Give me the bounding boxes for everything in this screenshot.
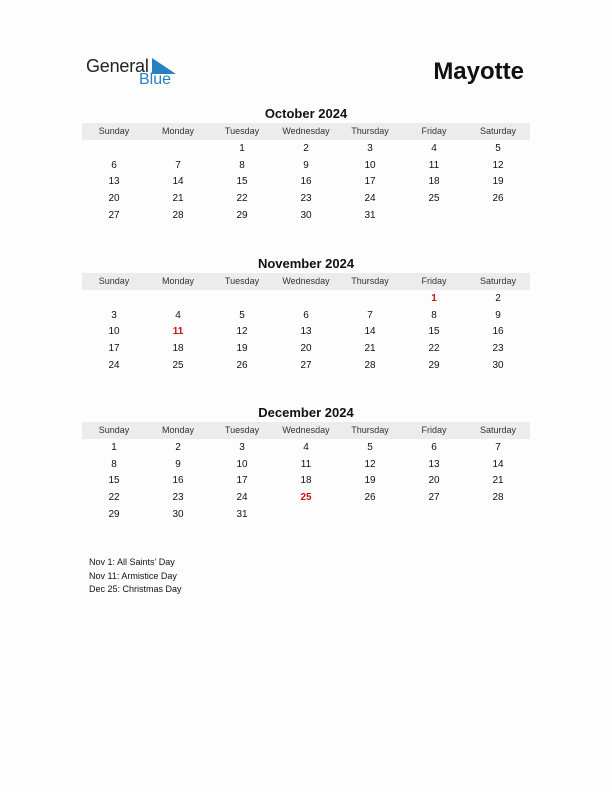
day-cell: 17 — [236, 475, 248, 487]
day-cell: 22 — [236, 193, 248, 205]
weekday-header-row — [82, 422, 530, 439]
day-cell: 1 — [431, 293, 437, 304]
day-cell: 24 — [236, 492, 248, 504]
day-cell: 26 — [236, 359, 248, 371]
day-cell: 6 — [111, 159, 117, 171]
day-cell: 3 — [111, 309, 117, 321]
weekday-label: Sunday — [98, 425, 130, 435]
day-cell: 29 — [108, 508, 120, 520]
day-cell: 6 — [303, 309, 309, 321]
empty-day-cell — [146, 141, 210, 158]
day-cell: 27 — [108, 209, 120, 221]
day-cell: 12 — [236, 326, 248, 338]
day-grid — [82, 440, 530, 523]
day-cell: 7 — [367, 309, 373, 321]
day-cell: 18 — [300, 475, 312, 487]
weekday-label: Friday — [421, 126, 447, 136]
weekday-label: Saturday — [479, 126, 517, 136]
day-cell: 14 — [172, 176, 184, 188]
day-cell: 23 — [492, 343, 504, 355]
month-title: October 2024 — [264, 106, 348, 121]
month-title: November 2024 — [257, 256, 355, 271]
day-cell: 26 — [364, 492, 376, 504]
day-cell: 11 — [300, 458, 312, 470]
month-calendar-december — [82, 405, 530, 523]
weekday-label: Tuesday — [224, 126, 260, 136]
day-cell: 15 — [236, 176, 248, 188]
day-cell: 25 — [172, 359, 184, 371]
empty-day-cell — [466, 507, 530, 524]
day-cell: 4 — [303, 442, 309, 453]
logo-blue-text: Blue — [139, 71, 172, 88]
day-cell: 5 — [367, 442, 373, 453]
month-calendar-october — [82, 106, 530, 224]
day-cell: 16 — [300, 176, 312, 188]
weekday-label: Saturday — [479, 425, 517, 435]
day-cell: 19 — [364, 475, 376, 487]
day-cell: 1 — [111, 442, 117, 453]
day-cell: 2 — [175, 442, 181, 453]
weekday-label: Tuesday — [224, 276, 260, 286]
generalblue-logo — [86, 56, 186, 92]
day-cell: 31 — [364, 209, 376, 221]
empty-day-cell — [402, 507, 466, 524]
holiday-list — [89, 556, 182, 597]
day-cell: 12 — [364, 458, 376, 470]
day-cell: 15 — [108, 475, 120, 487]
day-cell: 2 — [495, 293, 501, 304]
weekday-label: Wednesday — [282, 276, 330, 286]
day-cell: 6 — [431, 442, 437, 453]
day-cell: 21 — [364, 343, 376, 355]
day-cell: 17 — [364, 176, 376, 188]
logo-general-text: General — [86, 56, 149, 76]
day-cell: 15 — [428, 326, 440, 338]
day-cell: 9 — [175, 458, 181, 470]
empty-day-cell — [274, 291, 338, 308]
holiday-item: Dec 25: Christmas Day — [89, 584, 182, 594]
day-cell: 29 — [428, 359, 440, 371]
day-cell: 18 — [428, 176, 440, 188]
day-cell: 8 — [239, 159, 245, 171]
day-cell: 14 — [492, 458, 504, 470]
day-cell: 14 — [364, 326, 376, 338]
weekday-label: Saturday — [479, 276, 517, 286]
day-cell: 24 — [108, 359, 120, 371]
day-cell: 25 — [428, 193, 440, 205]
empty-day-cell — [402, 208, 466, 225]
day-cell: 13 — [300, 326, 312, 338]
day-cell: 16 — [172, 475, 184, 487]
day-cell: 12 — [492, 159, 504, 171]
empty-day-cell — [82, 141, 146, 158]
day-cell: 29 — [236, 209, 248, 221]
month-calendar-november — [82, 256, 530, 374]
weekday-label: Sunday — [98, 126, 130, 136]
day-cell: 11 — [428, 159, 440, 171]
day-cell: 31 — [236, 508, 248, 520]
day-cell: 10 — [236, 458, 248, 470]
day-cell: 30 — [492, 359, 504, 371]
day-cell: 25 — [300, 492, 312, 504]
empty-day-cell — [82, 291, 146, 308]
day-cell: 18 — [172, 343, 184, 355]
weekday-label: Sunday — [98, 276, 130, 286]
day-cell: 10 — [364, 159, 376, 171]
weekday-label: Thursday — [351, 126, 389, 136]
country-title: Mayotte — [433, 58, 524, 85]
day-cell: 23 — [300, 193, 312, 205]
weekday-label: Monday — [161, 126, 195, 136]
day-cell: 20 — [108, 193, 120, 205]
weekday-label: Thursday — [351, 276, 389, 286]
day-cell: 10 — [108, 326, 120, 338]
day-cell: 26 — [492, 193, 504, 205]
weekday-label: Wednesday — [282, 126, 330, 136]
weekday-label: Tuesday — [224, 425, 260, 435]
day-cell: 22 — [428, 343, 440, 355]
weekday-label: Wednesday — [282, 425, 330, 435]
day-cell: 21 — [492, 475, 504, 487]
day-cell: 24 — [364, 193, 376, 205]
day-cell: 7 — [175, 159, 181, 171]
empty-day-cell — [210, 291, 274, 308]
weekday-label: Thursday — [351, 425, 389, 435]
day-cell: 19 — [236, 343, 248, 355]
day-cell: 3 — [367, 143, 373, 154]
day-cell: 8 — [431, 309, 437, 321]
weekday-header-row — [82, 273, 530, 290]
day-cell: 4 — [175, 309, 181, 321]
weekday-label: Friday — [421, 425, 447, 435]
weekday-label: Monday — [161, 276, 195, 286]
day-cell: 7 — [495, 442, 501, 453]
day-cell: 27 — [428, 492, 440, 504]
empty-day-cell — [338, 291, 402, 308]
day-cell: 17 — [108, 343, 120, 355]
day-cell: 5 — [495, 143, 501, 154]
day-cell: 19 — [492, 176, 504, 188]
day-cell: 28 — [364, 359, 376, 371]
day-cell: 2 — [303, 143, 309, 154]
day-cell: 9 — [495, 309, 501, 321]
day-cell: 22 — [108, 492, 120, 504]
day-cell: 13 — [108, 176, 120, 188]
day-cell: 1 — [239, 143, 245, 154]
day-cell: 11 — [172, 326, 184, 338]
day-cell: 30 — [300, 209, 312, 221]
day-cell: 4 — [431, 143, 437, 154]
empty-day-cell — [338, 507, 402, 524]
weekday-label: Friday — [421, 276, 447, 286]
day-grid — [82, 291, 530, 374]
day-cell: 28 — [172, 209, 184, 221]
holiday-item: Nov 11: Armistice Day — [89, 570, 177, 581]
day-cell: 20 — [428, 475, 440, 487]
day-cell: 3 — [239, 442, 245, 453]
day-cell: 8 — [111, 458, 117, 470]
day-cell: 13 — [428, 458, 440, 470]
empty-day-cell — [466, 208, 530, 225]
day-grid — [82, 141, 530, 224]
day-cell: 30 — [172, 508, 184, 520]
empty-day-cell — [146, 291, 210, 308]
weekday-label: Monday — [161, 425, 195, 435]
day-cell: 28 — [492, 492, 504, 504]
day-cell: 16 — [492, 326, 504, 338]
month-title: December 2024 — [258, 405, 354, 420]
holiday-item: Nov 1: All Saints’ Day — [89, 557, 175, 567]
day-cell: 23 — [172, 492, 184, 504]
day-cell: 20 — [300, 343, 312, 355]
day-cell: 27 — [300, 359, 312, 371]
weekday-header-row — [82, 123, 530, 140]
day-cell: 5 — [239, 309, 245, 321]
day-cell: 9 — [303, 159, 309, 171]
day-cell: 21 — [172, 193, 184, 205]
empty-day-cell — [274, 507, 338, 524]
